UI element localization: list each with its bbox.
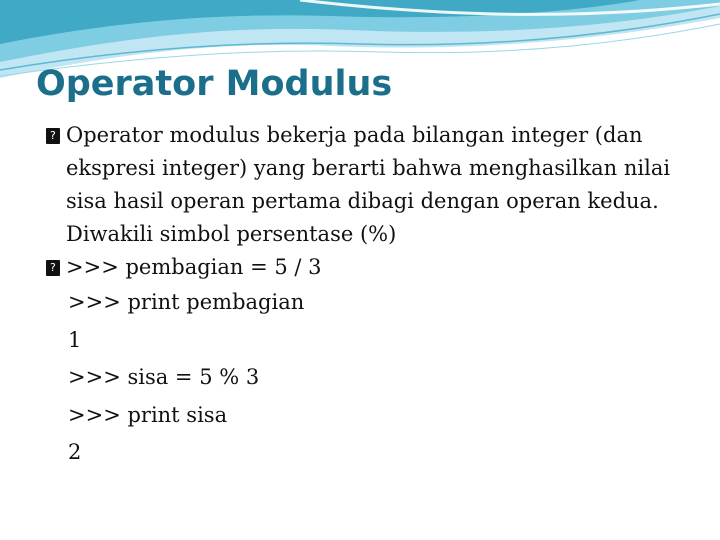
slide-body xyxy=(46,119,696,472)
code-output: 1 xyxy=(68,327,82,352)
bullet-icon: ? xyxy=(46,260,60,276)
code-text: >>> pembagian = 5 / 3 xyxy=(66,255,322,279)
code-line: >>> sisa = 5 % 3 xyxy=(68,365,260,389)
code-line: >>> print sisa xyxy=(68,402,228,427)
bullet-text: Operator modulus bekerja pada bilangan integer (dan ekspresi integer) yang berarti bahwa menghasilkan nilai sisa hasil operan pertama dibagi dengan operan kedua. Diwakili simbol persentase (%) xyxy=(66,123,671,246)
slide-title: Operator Modulus xyxy=(36,64,393,104)
bullet-code-line xyxy=(46,251,696,284)
code-line: >>> print pembagian xyxy=(68,290,305,314)
bullet-icon: ? xyxy=(46,128,60,144)
code-output: 2 xyxy=(68,440,82,464)
bullet-paragraph xyxy=(46,119,696,251)
